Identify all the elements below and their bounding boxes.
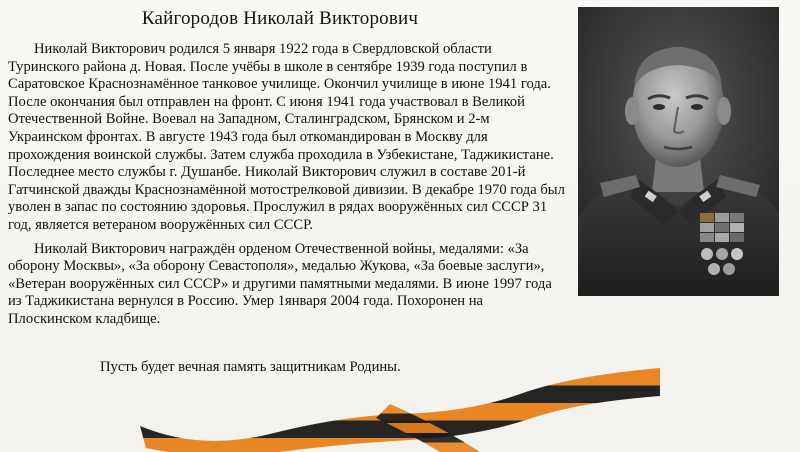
- memory-line: Пусть будет вечная память защитникам Родины.: [100, 359, 401, 375]
- portrait-image: [578, 7, 779, 296]
- page-title: Кайгородов Николай Викторович: [141, 8, 419, 29]
- biography-paragraph-1: Николай Викторович родился 5 января 1922 года в Свердловской области Туринского района д. Новая. После учёбы в школе в сентябре 1939 года поступил в Саратовское Краснознамённое танковое училище. Окончил училище в июне 1941 года. После окончания был отправлен на фронт. С июня 1941 года участвовал в Великой Отечественной Войне. Воевал на Западном, Сталинградском, Брянском и 2-м Украинском фронтах. В августе 1943 года был откомандирован в Москву для прохождения воинской службы. Затем служба проходила в Узбекистане, Таджикистане. Последнее место службы г. Душанбе. Николай Викторович служил в составе 201-й Гатчинской дважды Краснознамённой мотострелковой дивизии. В декабре 1970 года был уволен в запас по состоянию здоровья. Прослужил в рядах вооружённых сил СССР 31 год, является ветераном вооружённых сил СССР.: [8, 41, 565, 233]
- biography-text: [8, 41, 566, 335]
- biography-paragraph-2: Николай Викторович награждён орденом Отечественной войны, медалями: «За оборону Москвы», «За оборону Севастополя», медалью Жукова, «За боевые заслуги», «Ветеран вооружённых сил СССР» и другими памятными медалями. В июне 1997 года из Таджикистана вернулся в Россию. Умер 1января 2004 года. Похоронен на Плоскинском кладбище.: [8, 240, 552, 327]
- portrait-photo: [578, 7, 779, 296]
